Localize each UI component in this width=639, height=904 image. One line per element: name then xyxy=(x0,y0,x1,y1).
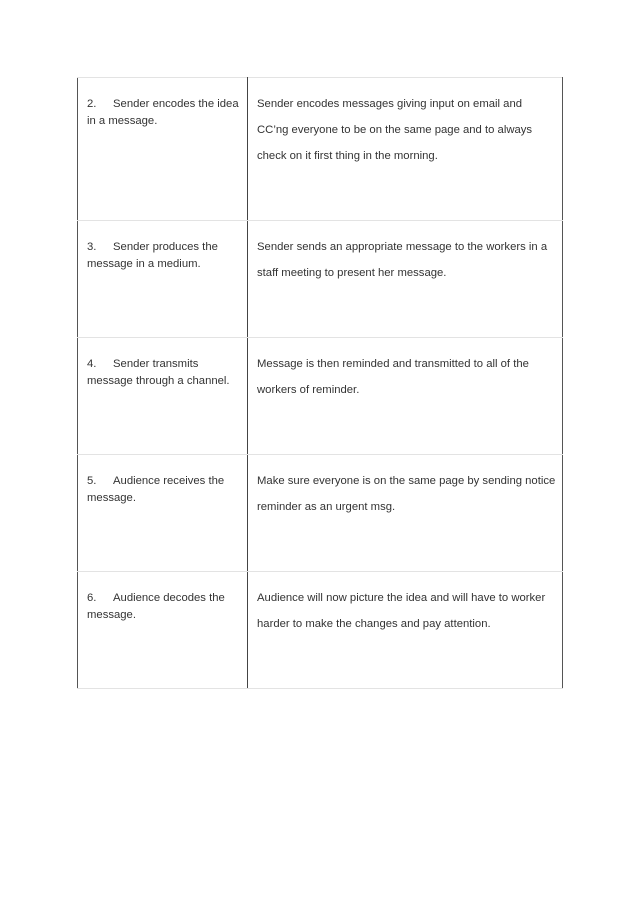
step-number: 6. xyxy=(87,592,97,604)
table-row xyxy=(78,221,563,338)
table-row xyxy=(78,78,563,221)
description-cell xyxy=(248,455,563,572)
step-description: Sender encodes messages giving input on email and CC’ng everyone to be on the same page and to always check on it first thing in the morning. xyxy=(257,98,533,162)
step-cell xyxy=(78,221,248,338)
step-number: 3. xyxy=(87,241,97,253)
step-text: Sender produces the message in a medium. xyxy=(87,241,218,270)
step-text: Audience receives the message. xyxy=(87,475,225,504)
communication-steps-table xyxy=(77,77,563,689)
step-text: Sender transmits message through a channel. xyxy=(87,358,230,387)
description-cell xyxy=(248,221,563,338)
step-text: Sender encodes the idea in a message. xyxy=(87,98,239,127)
description-cell xyxy=(248,78,563,221)
table-row xyxy=(78,338,563,455)
step-cell xyxy=(78,572,248,689)
step-description: Audience will now picture the idea and will have to worker harder to make the changes and pay attention. xyxy=(257,592,546,630)
step-cell xyxy=(78,455,248,572)
description-cell xyxy=(248,338,563,455)
description-cell xyxy=(248,572,563,689)
step-description: Sender sends an appropriate message to the workers in a staff meeting to present her message. xyxy=(257,241,548,279)
step-number: 2. xyxy=(87,98,97,110)
step-number: 5. xyxy=(87,475,97,487)
table-row xyxy=(78,455,563,572)
step-number: 4. xyxy=(87,358,97,370)
table-row xyxy=(78,572,563,689)
step-cell xyxy=(78,338,248,455)
step-text: Audience decodes the message. xyxy=(87,592,225,621)
step-description: Message is then reminded and transmitted to all of the workers of reminder. xyxy=(257,358,529,396)
step-cell xyxy=(78,78,248,221)
step-description: Make sure everyone is on the same page by sending notice reminder as an urgent msg. xyxy=(257,475,556,513)
